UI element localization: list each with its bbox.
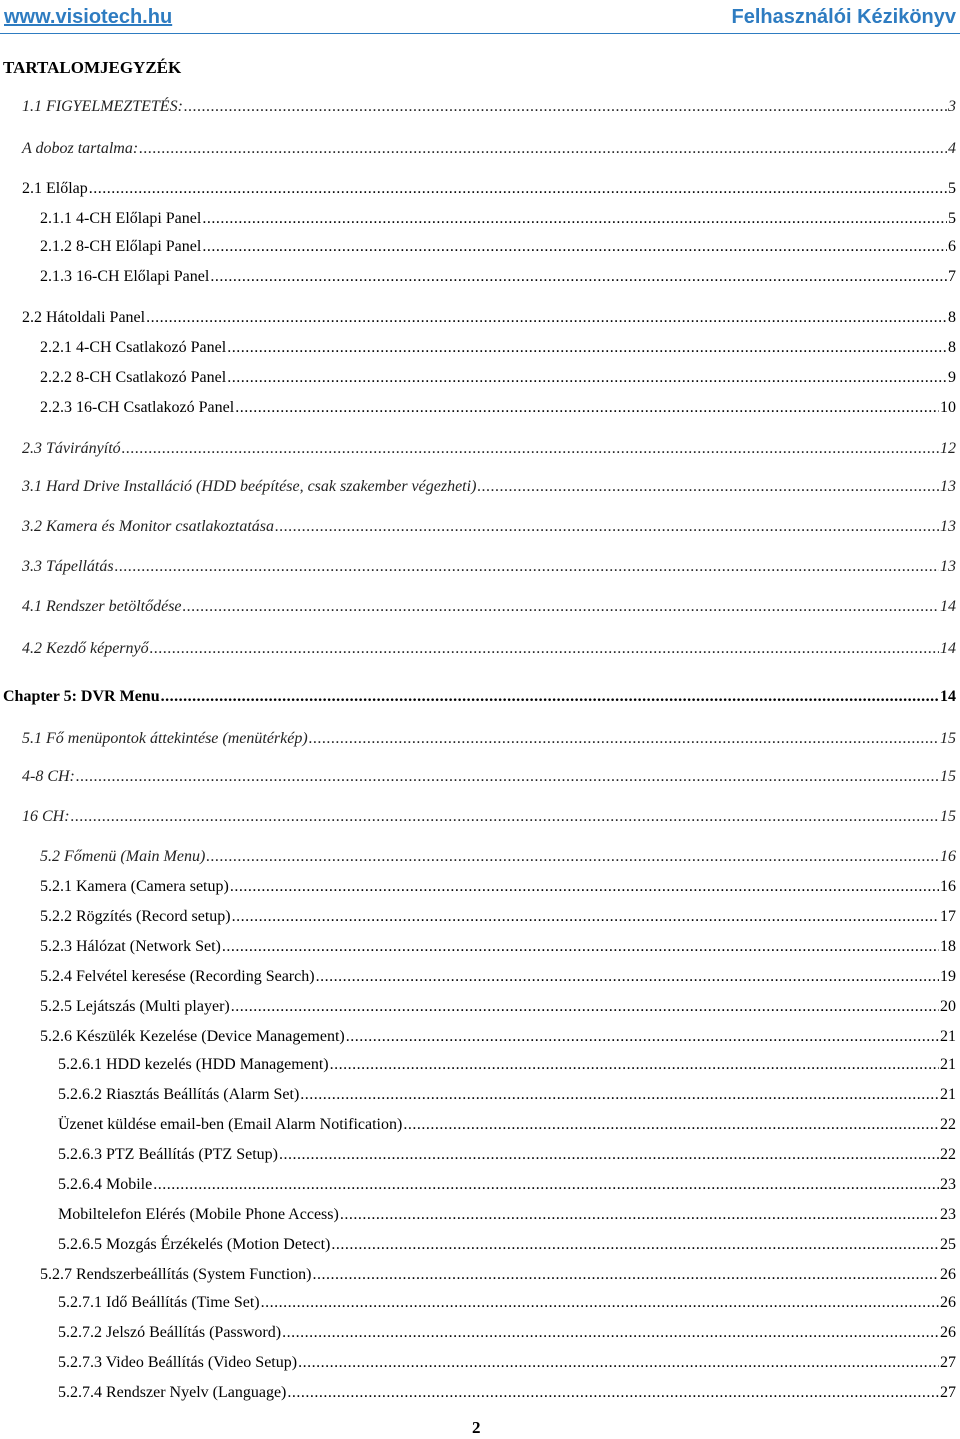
toc-entry-title: Üzenet küldése email-ben (Email Alarm Notification) <box>58 1116 403 1133</box>
toc-leader-dots <box>202 238 947 256</box>
toc-entry-title: 5.2.6.3 PTZ Beállítás (PTZ Setup) <box>58 1146 278 1163</box>
toc-entry[interactable] <box>22 640 956 658</box>
toc-entry[interactable] <box>58 1294 956 1312</box>
toc-entry-page: 16 <box>940 848 956 865</box>
toc-entry-title: 5.2.6.5 Mozgás Érzékelés (Motion Detect) <box>58 1236 331 1253</box>
toc-entry-page: 21 <box>940 1086 956 1103</box>
toc-entry-title: 3.1 Hard Drive Installáció (HDD beépítése, csak szakember végezheti) <box>22 478 477 495</box>
toc-entry-title: 5.2.6 Készülék Kezelése (Device Management) <box>40 1028 345 1045</box>
toc-entry[interactable] <box>22 558 956 576</box>
toc-entry[interactable] <box>58 1116 956 1134</box>
toc-entry[interactable] <box>58 1324 956 1342</box>
toc-entry-title: 2.2.2 8-CH Csatlakozó Panel <box>40 369 227 386</box>
toc-entry-title: Chapter 5: DVR Menu <box>3 688 160 705</box>
toc-entry[interactable] <box>40 1266 956 1284</box>
toc-entry-title: 5.2.2 Rögzítés (Record setup) <box>40 908 231 925</box>
toc-entry-page: 22 <box>940 1146 956 1163</box>
toc-entry[interactable] <box>40 369 956 387</box>
toc-entry[interactable] <box>40 399 956 417</box>
toc-leader-dots <box>150 640 939 658</box>
toc-entry[interactable] <box>22 140 956 158</box>
toc-leader-dots <box>122 440 939 458</box>
toc-entry[interactable] <box>58 1056 956 1074</box>
toc-entry-title: 5.2.3 Hálózat (Network Set) <box>40 938 221 955</box>
toc-entry[interactable] <box>40 908 956 926</box>
toc-entry[interactable] <box>22 518 956 536</box>
toc-entry-title: 5.2.5 Lejátszás (Multi player) <box>40 998 230 1015</box>
toc-entry-page: 14 <box>940 598 956 615</box>
toc-entry-page: 26 <box>940 1324 956 1341</box>
toc-leader-dots <box>279 1146 939 1164</box>
toc-leader-dots <box>275 518 939 536</box>
toc-entry-page: 25 <box>940 1236 956 1253</box>
toc-entry-title: 2.3 Távirányító <box>22 440 121 457</box>
header-divider <box>0 33 960 34</box>
toc-leader-dots <box>340 1206 939 1224</box>
toc-leader-dots <box>183 598 939 616</box>
toc-leader-dots <box>231 998 939 1016</box>
toc-leader-dots <box>227 339 947 357</box>
toc-entry-page: 5 <box>948 180 956 197</box>
toc-leader-dots <box>115 558 939 576</box>
toc-leader-dots <box>89 180 947 198</box>
toc-entry[interactable] <box>40 878 956 896</box>
toc-leader-dots <box>230 878 939 896</box>
toc-entry-page: 15 <box>940 768 956 785</box>
toc-leader-dots <box>300 1086 939 1104</box>
toc-leader-dots <box>235 399 939 417</box>
toc-entry-page: 14 <box>940 640 956 657</box>
toc-leader-dots <box>71 808 939 826</box>
manual-title: Felhasználói Kézikönyv <box>731 6 956 28</box>
toc-entry-page: 3 <box>948 98 956 115</box>
toc-entry-page: 22 <box>940 1116 956 1133</box>
toc-entry-page: 23 <box>940 1176 956 1193</box>
toc-entry-title: 1.1 FIGYELMEZTETÉS: <box>22 98 183 115</box>
toc-entry-title: 2.1.2 8-CH Előlapi Panel <box>40 238 202 255</box>
toc-entry-title: 5.2.6.2 Riasztás Beállítás (Alarm Set) <box>58 1086 300 1103</box>
toc-entry-page: 8 <box>948 309 956 326</box>
toc-entry[interactable] <box>40 998 956 1016</box>
toc-entry-page: 26 <box>940 1266 956 1283</box>
toc-entry-page: 15 <box>940 808 956 825</box>
toc-entry-title: 5.2.1 Kamera (Camera setup) <box>40 878 229 895</box>
toc-leader-dots <box>477 478 939 496</box>
toc-entry-page: 21 <box>940 1056 956 1073</box>
toc-leader-dots <box>153 1176 939 1194</box>
toc-leader-dots <box>210 268 947 286</box>
toc-entry[interactable] <box>58 1086 956 1104</box>
toc-entry[interactable] <box>22 808 956 826</box>
toc-entry-title: 5.1 Fő menüpontok áttekintése (menütérkép) <box>22 730 308 747</box>
toc-leader-dots <box>330 1056 939 1074</box>
toc-leader-dots <box>403 1116 939 1134</box>
toc-entry[interactable] <box>22 309 956 327</box>
toc-leader-dots <box>202 210 947 228</box>
toc-entry-page: 7 <box>948 268 956 285</box>
toc-leader-dots <box>222 938 939 956</box>
toc-entry-title: 4.1 Rendszer betöltődése <box>22 598 182 615</box>
page-number: 2 <box>472 1418 481 1437</box>
toc-entry-title: 3.2 Kamera és Monitor csatlakoztatása <box>22 518 274 535</box>
toc-entry-title: A doboz tartalma: <box>22 140 139 157</box>
toc-leader-dots <box>346 1028 939 1046</box>
toc-entry-page: 14 <box>940 688 956 705</box>
toc-entry-page: 8 <box>948 339 956 356</box>
toc-entry[interactable] <box>40 238 956 256</box>
toc-leader-dots <box>206 848 939 866</box>
toc-entry[interactable] <box>40 938 956 956</box>
toc-entry[interactable] <box>22 768 956 786</box>
toc-entry-page: 27 <box>940 1354 956 1371</box>
toc-entry-page: 26 <box>940 1294 956 1311</box>
toc-entry[interactable] <box>58 1206 956 1224</box>
toc-leader-dots <box>309 730 939 748</box>
toc-leader-dots <box>287 1384 939 1402</box>
toc-entry[interactable] <box>40 848 956 866</box>
toc-entry-title: 5.2.7.1 Idő Beállítás (Time Set) <box>58 1294 260 1311</box>
toc-entry[interactable] <box>22 730 956 748</box>
toc-entry-title: 2.1.1 4-CH Előlapi Panel <box>40 210 202 227</box>
toc-entry-page: 18 <box>940 938 956 955</box>
toc-entry-title: 2.2 Hátoldali Panel <box>22 309 146 326</box>
toc-entry-page: 13 <box>940 478 956 495</box>
toc-leader-dots <box>76 768 939 786</box>
toc-entry-page: 19 <box>940 968 956 985</box>
toc-leader-dots <box>232 908 939 926</box>
toc-entry-page: 5 <box>948 210 956 227</box>
toc-entry[interactable] <box>58 1146 956 1164</box>
toc-entry[interactable] <box>22 180 956 198</box>
toc-entry-title: 5.2 Főmenü (Main Menu) <box>40 848 206 865</box>
toc-leader-dots <box>313 1266 939 1284</box>
toc-entry-page: 9 <box>948 369 956 386</box>
toc-entry[interactable] <box>22 598 956 616</box>
website-link[interactable]: www.visiotech.hu <box>4 6 173 28</box>
toc-entry-page: 15 <box>940 730 956 747</box>
toc-entry-title: 5.2.4 Felvétel keresése (Recording Search) <box>40 968 315 985</box>
toc-leader-dots <box>184 98 947 116</box>
toc-leader-dots <box>227 369 947 387</box>
toc-entry-page: 17 <box>940 908 956 925</box>
toc-entry-title: 5.2.7.3 Video Beállítás (Video Setup) <box>58 1354 298 1371</box>
toc-entry-title: 5.2.6.4 Mobile <box>58 1176 153 1193</box>
toc-entry-title: 2.2.3 16-CH Csatlakozó Panel <box>40 399 235 416</box>
toc-entry[interactable] <box>3 688 956 706</box>
toc-entry[interactable] <box>40 1028 956 1046</box>
toc-leader-dots <box>282 1324 939 1342</box>
toc-entry-page: 4 <box>948 140 956 157</box>
toc-leader-dots <box>261 1294 939 1312</box>
toc-entry[interactable] <box>58 1384 956 1402</box>
toc-entry-title: 2.1 Előlap <box>22 180 88 197</box>
toc-entry-page: 20 <box>940 998 956 1015</box>
toc-entry-page: 21 <box>940 1028 956 1045</box>
toc-leader-dots <box>316 968 939 986</box>
toc-heading: TARTALOMJEGYZÉK <box>3 58 182 77</box>
toc-entry-page: 12 <box>940 440 956 457</box>
toc-entry[interactable] <box>40 339 956 357</box>
toc-entry-title: 2.2.1 4-CH Csatlakozó Panel <box>40 339 227 356</box>
toc-entry-title: 4.2 Kezdő képernyő <box>22 640 149 657</box>
toc-entry[interactable] <box>22 98 956 116</box>
toc-entry-title: 5.2.6.1 HDD kezelés (HDD Management) <box>58 1056 329 1073</box>
toc-entry[interactable] <box>22 440 956 458</box>
toc-entry-page: 13 <box>940 518 956 535</box>
toc-entry-title: 2.1.3 16-CH Előlapi Panel <box>40 268 210 285</box>
toc-leader-dots <box>146 309 947 327</box>
toc-entry-title: 5.2.7.4 Rendszer Nyelv (Language) <box>58 1384 287 1401</box>
toc-entry[interactable] <box>40 268 956 286</box>
toc-entry-title: 3.3 Tápellátás <box>22 558 114 575</box>
toc-leader-dots <box>139 140 947 158</box>
toc-entry-page: 10 <box>940 399 956 416</box>
toc-leader-dots <box>298 1354 939 1372</box>
toc-entry-title: 16 CH: <box>22 808 70 825</box>
toc-entry[interactable] <box>40 968 956 986</box>
toc-leader-dots <box>331 1236 939 1254</box>
toc-entry-page: 27 <box>940 1384 956 1401</box>
toc-leader-dots <box>161 688 939 706</box>
toc-entry-title: 4-8 CH: <box>22 768 75 785</box>
toc-entry[interactable] <box>22 478 956 496</box>
toc-entry-page: 6 <box>948 238 956 255</box>
toc-entry[interactable] <box>40 210 956 228</box>
toc-entry-title: 5.2.7 Rendszerbeállítás (System Function) <box>40 1266 312 1283</box>
toc-entry-page: 13 <box>940 558 956 575</box>
toc-entry-title: Mobiltelefon Elérés (Mobile Phone Access) <box>58 1206 339 1223</box>
toc-entry[interactable] <box>58 1236 956 1254</box>
toc-entry-title: 5.2.7.2 Jelszó Beállítás (Password) <box>58 1324 282 1341</box>
toc-entry-page: 16 <box>940 878 956 895</box>
toc-entry[interactable] <box>58 1354 956 1372</box>
toc-entry-page: 23 <box>940 1206 956 1223</box>
toc-entry[interactable] <box>58 1176 956 1194</box>
